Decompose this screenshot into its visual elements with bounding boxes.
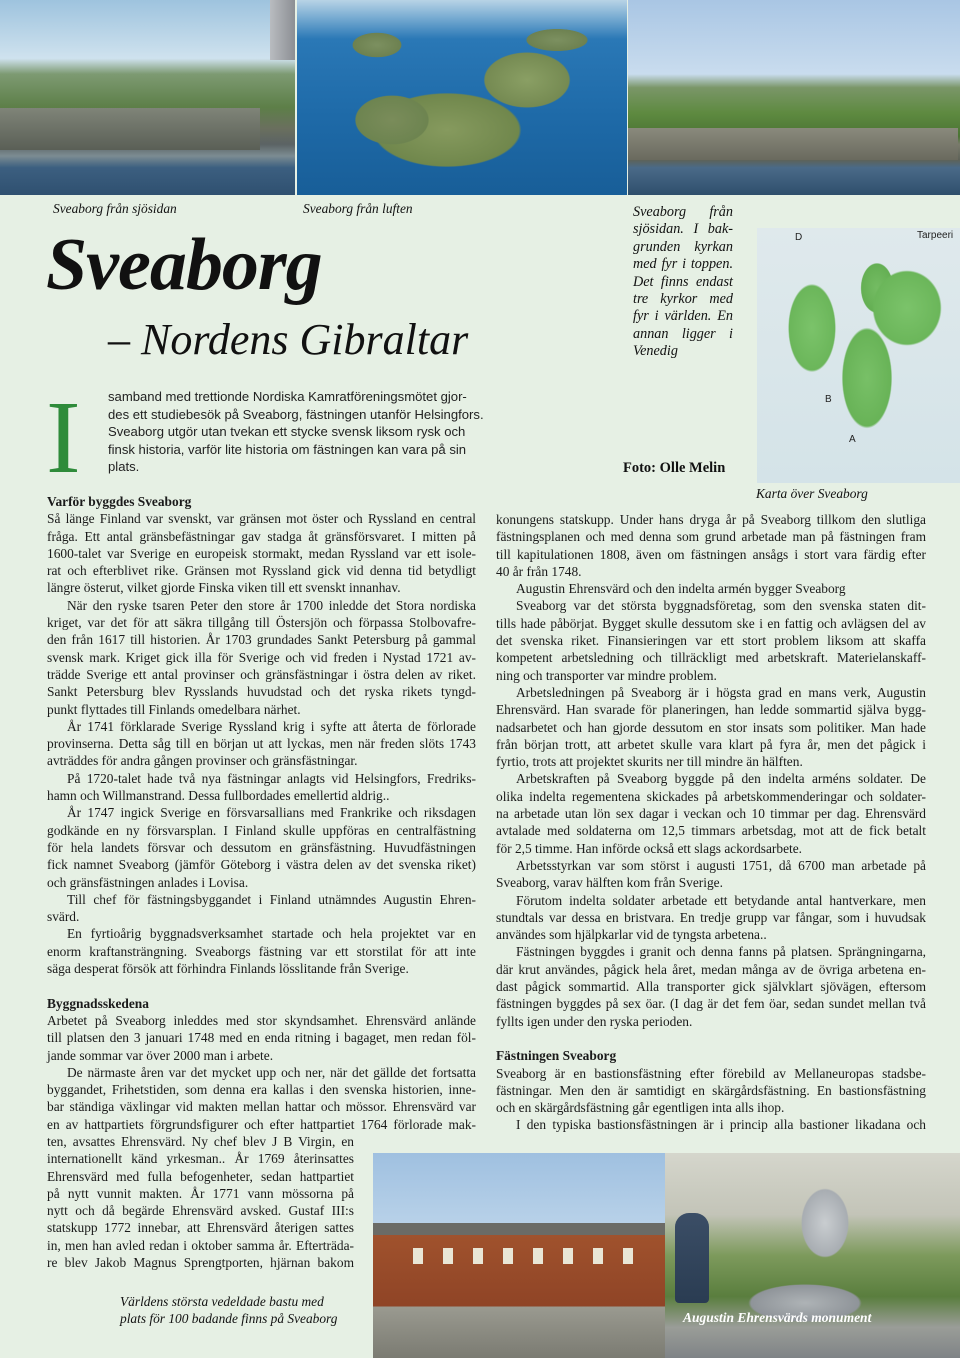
text-line: re blev Jakob Magnus Sprengtporten, hjärnan bakom [47,1255,354,1271]
map-mark: B [825,394,832,405]
caption-sea: Sveaborg från sjösidan [53,201,177,216]
side-caption-line: tre kyrkor med [633,291,733,308]
intro-line: finsk historia, varför lite historia om fästningen kan vara på sin [108,442,467,457]
text-line: det svenska riket. Finansieringen var ett stort problem liksom att skaffa [496,633,926,649]
side-caption-line: sjösidan. I bak- [633,221,733,238]
photo-red-building [373,1153,665,1358]
text-line: tills hade påbörjat. Bygget skulle dessutom ske i en fattig och avlägsen del av [496,615,926,631]
text-line: En fyrtioårig byggnadsverksamhet startade och hela projektet var en [67,926,476,942]
photo-map-of-sveaborg [757,228,960,483]
text-line: Augustin Ehrensvärd och den indelta armén bygger Sveaborg [516,581,846,597]
right-column [496,511,926,1134]
text-line: År 1747 ingick Sverige en försvarsallians med Frankrike och riksdagen [67,805,476,821]
text-line: fick namnet Sveaborg (jämför Göteborg i västra delen av det svenska riket) [47,857,476,873]
text-line: Ehrensvärd med fulla befogenheter, sedan hattpartiet [47,1168,354,1184]
text-line: jande sommar var över 2000 man i arbete. [47,1047,274,1063]
text-line: till kapitulationen 1808, även om fästningen ansågs i stort vara färdig efter [496,546,926,562]
side-caption-line: annan ligger i [633,325,733,342]
caption-monument: Augustin Ehrensvärds monument [683,1310,872,1325]
text-line: Sveaborg, varav hälften kom från Sverige. [496,875,723,891]
text-line: olika indelta regementena skickades på arbetskommenderingar och soldater- [496,788,926,804]
text-line: svärd. [47,909,80,925]
intro-line: plats. [108,459,140,474]
text-line: rat och efterblivet rike. Gränsen mot Ryssland gick vid denna tid betydligt [47,563,476,579]
text-line: I den typiska bastionsfästningen är i princip alla bastioner likadana och [516,1117,926,1133]
text-line: na arbetade utan lön sex dagar i veckan och 10 timmar per dag. Ehrensvärd [496,806,926,822]
text-line: avtalade med soldaterna om 12,5 timmars arbetsdag, mot att de fick betalt [496,823,926,839]
side-caption-line: Sveaborg från [633,204,733,220]
text-line: Fästningen byggdes i granit och denna fanns på platsen. Sprängningarna, [516,944,926,960]
text-line: provinserna. Detta såg till en början ut att lyckas, men när freden slöts 1743 [47,736,476,752]
text-line: trädde Sverige ett antal provinser och gränsfästningar i östra delen av riket. [47,666,476,682]
section-heading: Varför byggdes Sveaborg [47,494,192,509]
text-line: dast pågick sommartid. Alla transporter gick självklart sjövägen, eftersom [496,979,926,995]
text-line: och en skärgårdsfästning går egentligen inta alls ihop. [496,1100,785,1116]
section-heading: Fästningen Sveaborg [496,1048,617,1064]
intro-line: des ett studiebesök på Sveaborg, fästningen utanför Helsingfors. [108,407,484,422]
text-line: där krut användes, pågick hela året, medan många av de övriga arbetena en- [496,961,926,977]
text-line: stundtals var dessa en bristvara. En tredje grupp var fångar, som i huvudsak [496,909,926,925]
caption-building-line: plats för 100 badande finns på Sveaborg [120,1311,338,1326]
photo-ehrensvard-monument [665,1153,960,1358]
text-line: byggandet, Frihetstiden, som denna era kallas i den svenska historien, inne- [47,1082,476,1098]
text-line: internationellt känd yrkesman.. År 1769 återinsattes [47,1151,354,1167]
text-line: punkt flyttades till Finlands omedelbara närhet. [47,701,301,717]
text-line: År 1741 förklarade Sverige Ryssland krig i syfte att återta de förlorade [67,718,476,734]
text-line: nadsarbetet och han gjorde dessutom en stor insats som politiker. Man hade [496,719,926,735]
text-line: 1600-talet var Sverige en europeisk stormakt, medan Ryssland var ett isole- [47,545,476,561]
text-line: Arbetskraften på Sveaborg byggde på den indelta arméns soldater. De [516,771,926,787]
photo-credit: Foto: Olle Melin [623,460,726,476]
text-line: När den ryske tsaren Peter den store år 1700 inledde det Stora nordiska [67,597,476,613]
text-line: bar ständiga växlingar vid makten mellan hattar och mössor. Ehrensvärd var [47,1099,476,1115]
text-line: kompetent arbetsledning och tillräckligt med arbetskraft. Materielanskaff- [496,650,926,666]
text-line: statskupp 1772 innebar, att Ehrensvärd återigen sattes [47,1220,354,1236]
text-line: fästningsplanen och med denna som grund arbetade man på fästningen fram [496,529,926,545]
text-line: Arbetet på Sveaborg inleddes med stor skyndsamhet. Ehrensvärd anlände [47,1012,476,1028]
text-line: längre österut, vilket gjorde Finska viken till ett svenskt innanhav. [47,580,401,596]
photo-sveaborg-church-shore [628,0,960,195]
text-line: avträddes för andra gången provinser och gränsfästningar. [47,753,358,769]
text-line: 40 år från 1748. [496,563,582,579]
text-line: Så länge Finland var svenskt, var gränsen mot öster och Ryssland en central [47,511,476,527]
side-caption-line: Venedig [633,343,678,360]
text-line: Sankt Petersburg blev Rysslands huvudstad och det ryska rikets tyngd- [47,684,476,700]
text-line: nytt och då begärde Ehrensvärd avsked. Gustaf III:s [47,1203,354,1219]
side-caption-line: fyr i världen. En [633,308,733,325]
text-line: säga desperat försök att förhindra Finlands lösslitande från Sverige. [47,961,409,977]
text-line: en av hattpartiets förgrundsfigurer och efter hattpartiet 1764 förlorade mak- [47,1116,476,1132]
text-line: ten, avsattes Ehrensvärd. Ny chef blev J B Virgin, en [47,1133,354,1149]
text-line: användes som hjälpkarlar vid de tyngsta arbetena.. [496,927,767,943]
text-line: fyrtio, trots att projektet skurits ner till mindre än hälften. [496,754,803,770]
side-caption-line: med fyr i toppen. [633,256,733,273]
page-title: Sveaborg [46,224,322,306]
page-subtitle: – Nordens Gibraltar [108,315,469,364]
text-line: enorm kraftansträngning. Sveaborgs fästning var ett storstilat för att inte [47,943,476,959]
side-caption [633,204,733,361]
drop-cap: I [46,380,81,495]
text-line: den från 1617 till historien. År 1703 grundades Sankt Petersburg på gammal [47,632,476,648]
text-line: fästningen byggdes på sex öar. (I dag är det fem öar, sedan sundet mellan två [496,996,926,1012]
text-line: godkände en ny försvarsplan. I Finland skulle uppföras en centralfästning [47,822,476,838]
text-line: Förutom indelta soldater arbetade ett betydande antal hantverkare, men [516,892,926,908]
section-heading: Byggnadsskedena [47,995,149,1011]
text-line: fråga. Ett antal gränsbefästningar gav stadga åt gränsförsvaret. I mitten på [47,528,476,544]
text-line: Till chef för fästningsbyggandet i Finland utnämndes Augustin Ehren- [67,891,476,907]
text-line: in, men han avled redan i oktober samma år. Efterträda- [47,1237,354,1253]
map-mark: Tarpeeri [917,230,954,241]
caption-map: Karta över Sveaborg [756,486,868,501]
text-line: Arbetsledningen på Sveaborg är i högsta grad en mans verk, Augustin [516,684,926,700]
text-line: kriget, var det för att säkra tillgång till Östersjön och förpassa Stolbovafre- [47,615,476,631]
caption-building [120,1293,337,1327]
side-caption-line: Det finns endast [633,273,733,290]
text-line: hamn och Willmanstrand. Dessa fullbordades emellertid aldrig.. [47,788,390,804]
photo-sveaborg-aerial [297,0,627,195]
text-line: för hela landets försvar och dessutom en gränsfästning. Huvudfästningen [47,839,476,855]
text-line: på nytt vunnit makten. År 1771 vann mössorna på [47,1185,354,1201]
text-line: för 2,5 timme. Han införde också ett slags ackordsarbete. [496,840,803,856]
text-line: svensk mark. Kriget gick illa för Sverige och vid freden i Nystad 1721 av- [47,649,476,665]
caption-air: Sveaborg från luften [303,201,413,216]
text-line: ning och transporter var mindre problem. [496,667,717,683]
photo-sveaborg-from-sea [0,0,295,195]
side-caption-line: grunden kyrkan [633,238,733,255]
text-line: Sveaborg var det största byggnadsföretag, som den svenska staten dit- [516,598,926,614]
map-mark: A [849,434,856,445]
text-line: och gränsfästningen anlades i Lovisa. [47,874,249,890]
text-line: På 1720-talet hade två nya fästningar anlagts vid Helsingfors, Fredriks- [67,770,476,786]
text-line: konungens statskupp. Under hans dryga år på Sveaborg tillkom den slutliga [496,512,926,527]
text-line: till platsen den 3 januari 1748 med en enda ritning i bagaget, men redan föl- [47,1030,476,1046]
text-line: De närmaste åren var det mycket upp och ner, när det gällde det fortsatta [67,1064,476,1080]
text-line: fästningar. Men den är samtidigt en skärgårdsfästning. En bastionsfästning [496,1082,926,1098]
intro-line: Sveaborg utgör utan tvekan ett stycke svensk liksom rysk och [108,424,466,439]
caption-building-line: Världens största vedeldade bastu med [120,1294,324,1309]
intro-line: samband med trettionde Nordiska Kamratföreningsmötet gjor- [108,389,467,404]
map-mark: D [795,232,803,243]
text-line: Arbetsstyrkan var som störst i augusti 1751, då 6700 man arbetade på [516,857,926,873]
text-line: Ehrensvärd. Han svarade för planeringen, han ledde sommartid själva bygg- [496,702,926,718]
text-line: från början trott, att arbetet skulle vara klart på fyra år, men det pågick i [496,736,926,752]
text-line: fyllts igen under den ryska perioden. [496,1013,693,1029]
text-line: Sveaborg är en bastionsfästning efter förebild av Mellaneuropas stadsbe- [496,1065,926,1081]
